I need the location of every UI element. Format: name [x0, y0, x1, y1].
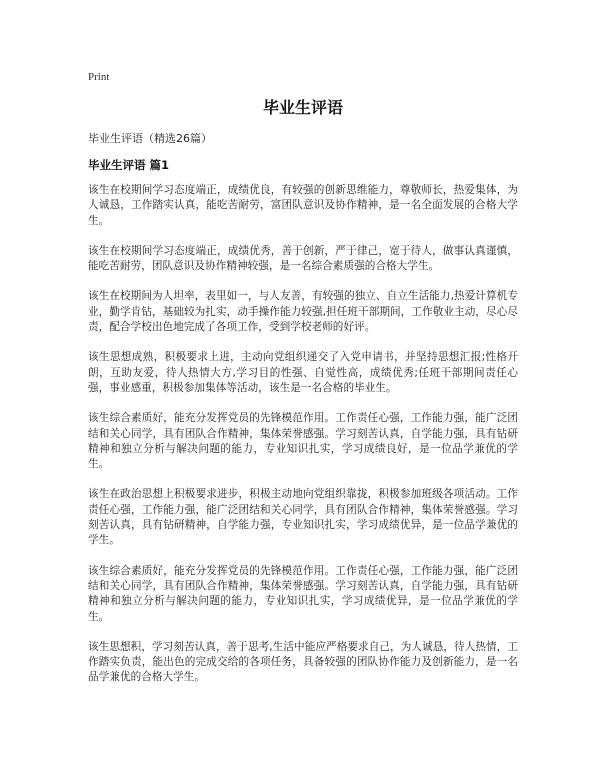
print-link[interactable]: Print: [88, 71, 110, 83]
paragraph-2: 该生在校期间学习态度端正，成绩优秀，善于创新，严于律己，宽于待人，做事认真谨慎，能吃苦耐劳，团队意识及协作精神较强，是一名综合素质强的合格大学生。: [88, 244, 518, 273]
paragraph-1: 该生在校期间学习态度端正，成绩优良，有较强的创新思维能力，尊敬师长，热爱集体，为人诚恳，工作踏实认真，能吃苦耐劳，富团队意识及协作精神，是一名全面发展的合格大学生。: [88, 184, 518, 227]
paragraph-8: 该生思想积，学习刻苦认真，善于思考,生活中能应严格要求自己，为人诚恳，待人热情，工作踏实负责，能出色的完成交给的各项任务，具备较强的团队协作能力及创新能力，是一名品学兼优的合格大学生。: [88, 640, 518, 684]
paragraph-5: 该生综合素质好，能充分发挥党员的先锋模范作用。工作责任心强，工作能力强，能广泛团结和关心同学，具有团队合作精神，集体荣誉感强。学习刻苦认真，自学能力强，具有钻研精神和独立分析与解决问题的能力，专业知识扎实，学习成绩良好，是一位品学兼优的学生。: [88, 412, 518, 471]
paragraph-3: 该生在校期间为人坦率，表里如一，与人友善，有较强的独立、自立生活能力,热爱计算机专业，勤学肯钻，基础较为扎实，动手操作能力较强,担任班干部期间，工作敬业主动，尽心尽责，配合学校出色地完成了各项工作，受到学校老师的好评。: [88, 290, 518, 334]
paragraph-6: 该生在政治思想上积极要求进步，积极主动地向党组织靠拢，积极参加班级各项活动。工作责任心强，工作能力强，能广泛团结和关心同学，具有团队合作精神，集体荣誉感强。学习刻苦认真，具有钻研精神，自学能力强，专业知识扎实，学习成绩优异，是一位品学兼优的学生。: [88, 488, 518, 547]
document-page: [88, 70, 518, 701]
section-heading: 毕业生评语 篇1: [88, 158, 170, 172]
paragraph-4: 该生思想成熟，积极要求上进，主动向党组织递交了入党申请书，并坚持思想汇报;性格开朗，互助友爱，待人热情大方,学习目的性强、自觉性高，成绩优秀;任班干部期间责任心强，事业感重，积极参加集体等活动，该生是一名合格的毕业生。: [88, 351, 518, 394]
document-subtitle: 毕业生评语（精选26篇）: [88, 132, 212, 145]
document-title: 毕业生评语: [262, 98, 343, 117]
paragraph-7: 该生综合素质好，能充分发挥党员的先锋模范作用。工作责任心强，工作能力强，能广泛团结和关心同学，具有团队合作精神，集体荣誉感强。学习刻苦认真，自学能力强，具有钻研精神和独立分析与解决问题的能力，专业知识扎实，学习成绩优异，是一位品学兼优的学生。: [88, 564, 518, 623]
